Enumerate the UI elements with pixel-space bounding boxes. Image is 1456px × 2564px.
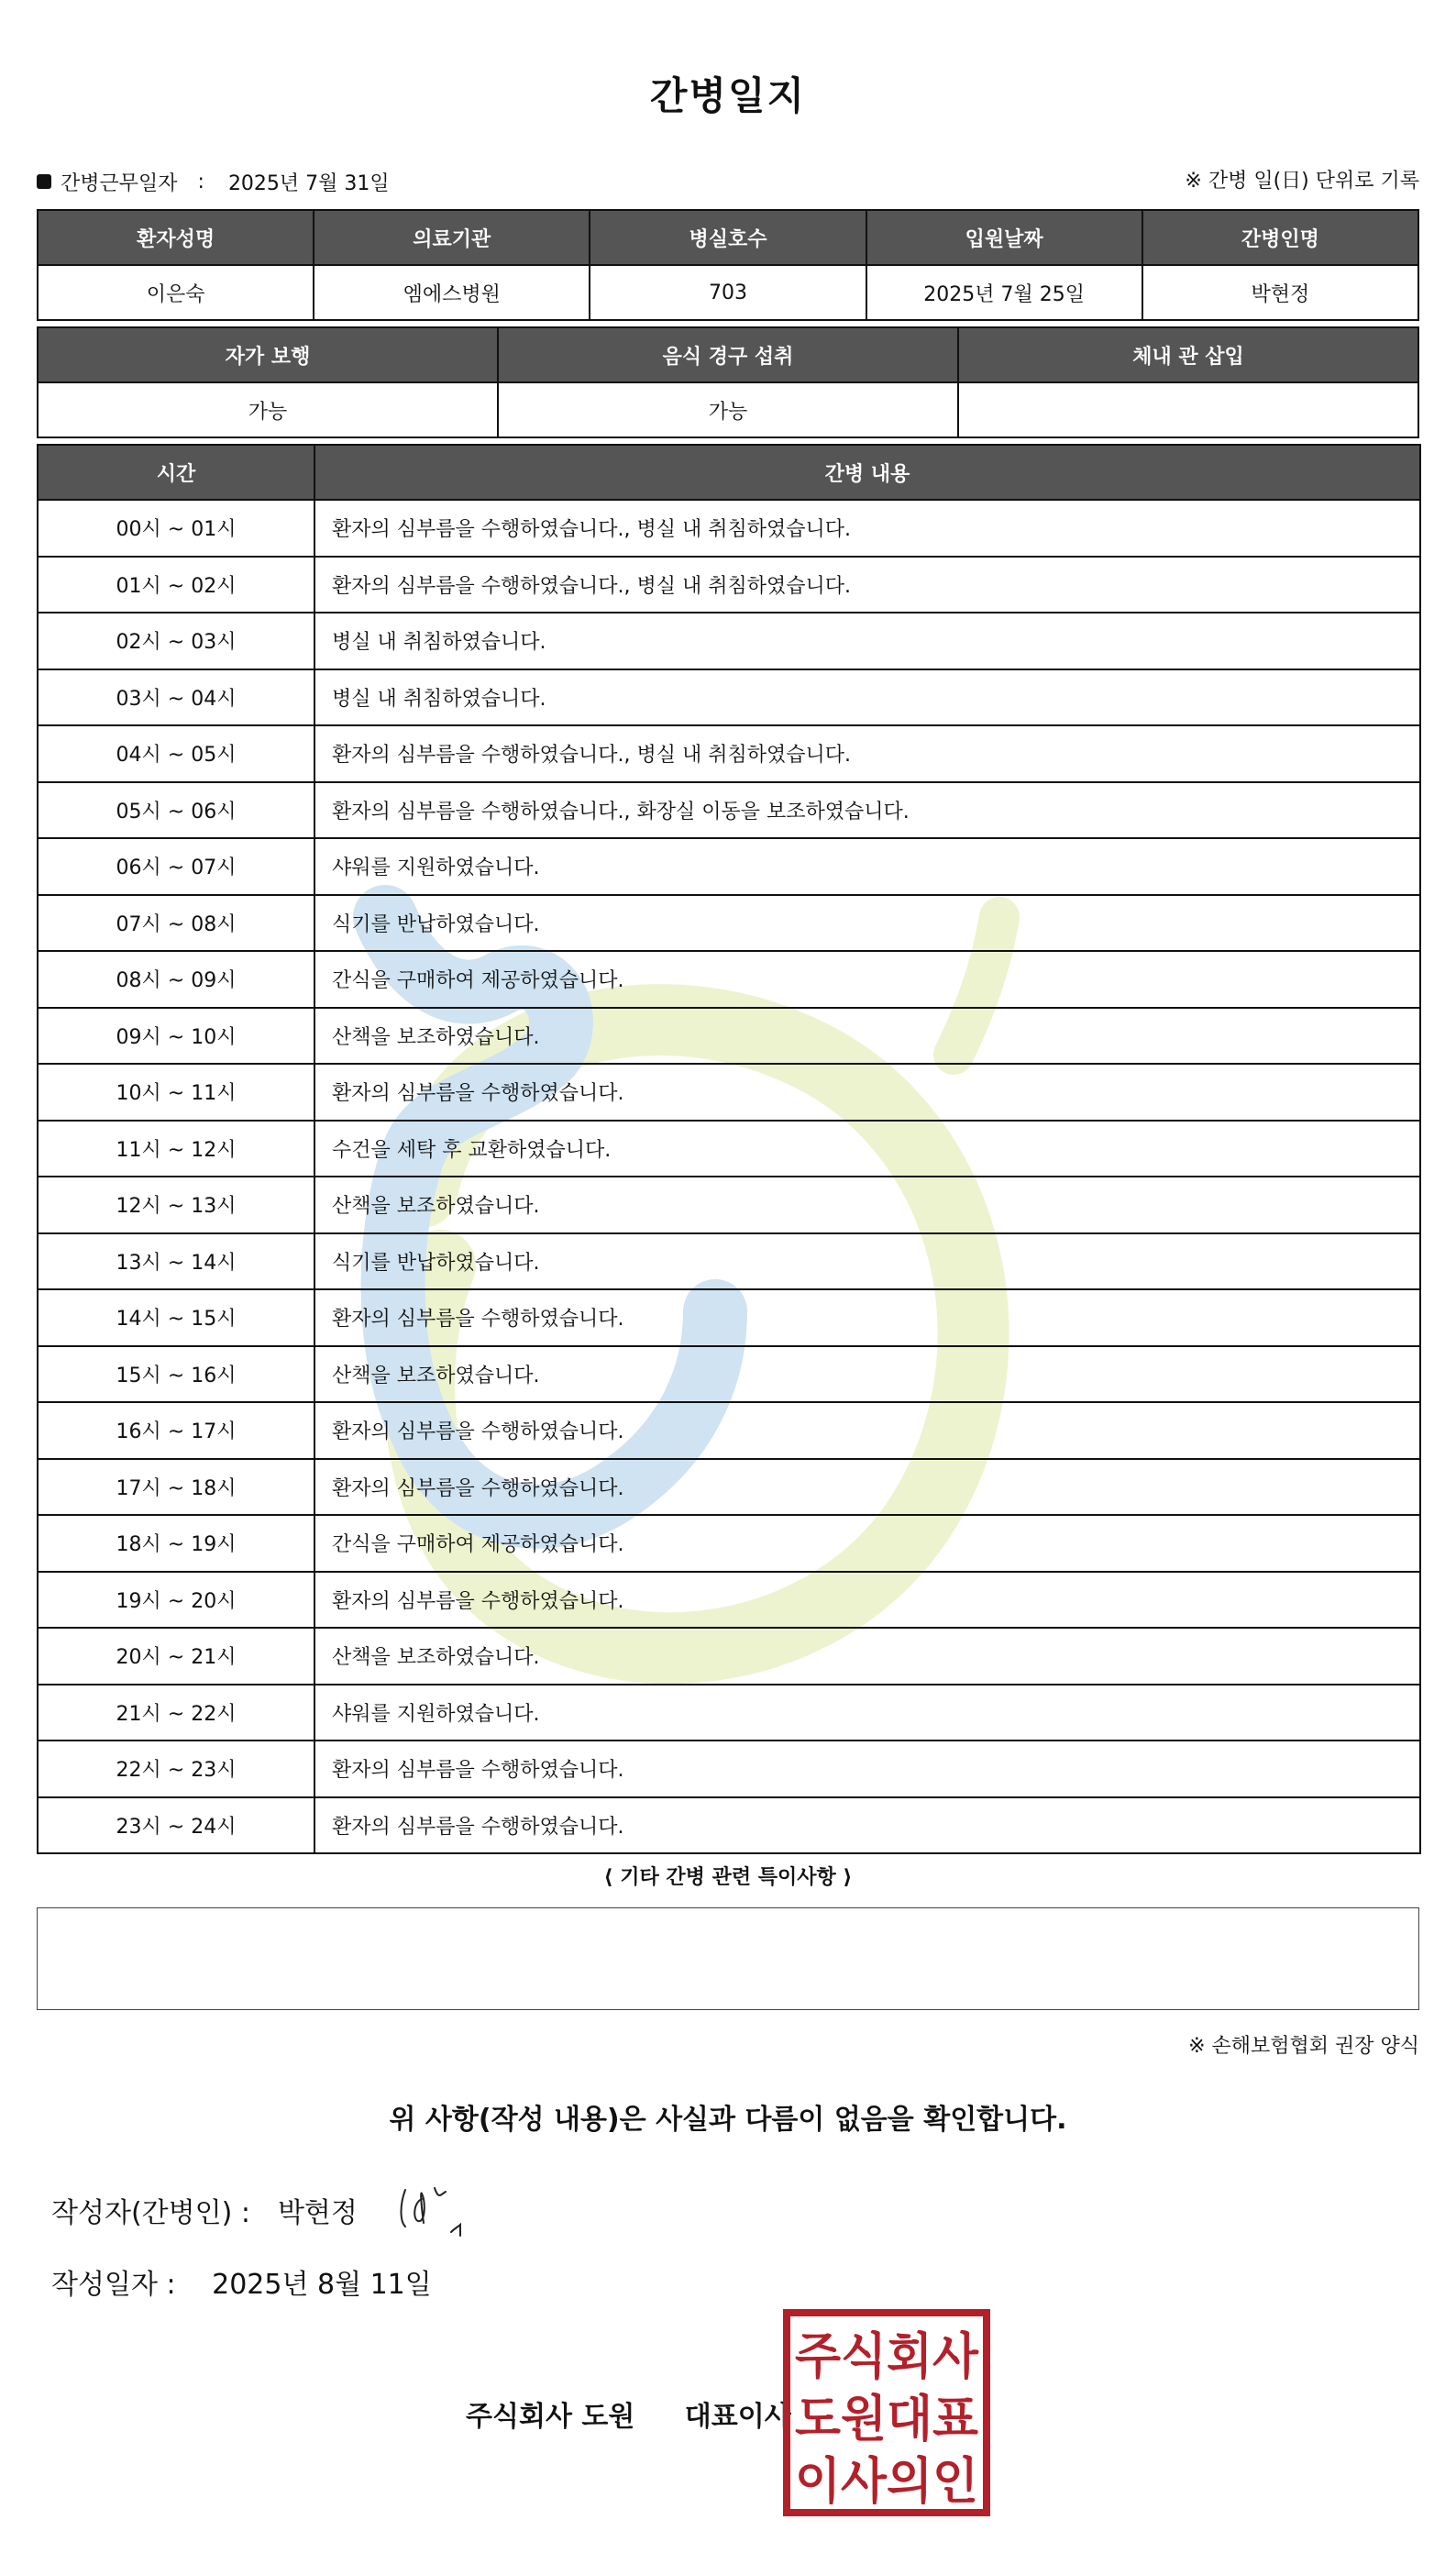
header-patient-name: 환자성명 (38, 210, 314, 265)
hospital-name: 엠에스병원 (314, 265, 590, 320)
writer-name: 박현정 (277, 2197, 358, 2229)
time-slot: 11시 ~ 12시 (38, 1121, 314, 1177)
care-content: 환자의 심부름을 수행하였습니다. (314, 1572, 1420, 1629)
time-slot: 05시 ~ 06시 (38, 782, 314, 839)
table-row (38, 500, 1420, 557)
table-row (38, 782, 1420, 839)
confirmation-statement: 위 사항(작성 내용)은 사실과 다름이 없음을 확인합니다. (389, 2104, 1067, 2136)
care-content: 간식을 구매하여 제공하였습니다. (314, 1515, 1420, 1572)
time-slot: 21시 ~ 22시 (38, 1685, 314, 1741)
patient-name: 이은숙 (38, 265, 314, 320)
table-row (38, 1177, 1420, 1233)
time-slot: 13시 ~ 14시 (38, 1233, 314, 1290)
table-row (38, 1572, 1420, 1629)
time-slot: 03시 ~ 04시 (38, 669, 314, 726)
table-row (38, 1459, 1420, 1516)
document-title: 간병일지 (649, 73, 807, 118)
table-row (38, 1346, 1420, 1403)
company-signature-line (466, 2393, 791, 2434)
time-slot: 16시 ~ 17시 (38, 1402, 314, 1459)
care-content: 환자의 심부름을 수행하였습니다., 병실 내 취침하였습니다. (314, 725, 1420, 782)
written-date-value: 2025년 8월 11일 (212, 2269, 432, 2301)
table-row (38, 1008, 1420, 1065)
table-row (38, 1121, 1420, 1177)
care-content: 간식을 구매하여 제공하였습니다. (314, 951, 1420, 1008)
care-content: 환자의 심부름을 수행하였습니다. (314, 1797, 1420, 1854)
table-row (38, 725, 1420, 782)
notes-title: ⟨ 기타 간병 관련 특이사항 ⟩ (603, 1866, 853, 1889)
care-content: 산책을 보조하였습니다. (314, 1346, 1420, 1403)
care-content: 산책을 보조하였습니다. (314, 1177, 1420, 1233)
table-row (38, 1402, 1420, 1459)
table-row (38, 951, 1420, 1008)
time-slot: 19시 ~ 20시 (38, 1572, 314, 1629)
time-slot: 08시 ~ 09시 (38, 951, 314, 1008)
care-content: 병실 내 취침하였습니다. (314, 613, 1420, 669)
table-row (38, 1741, 1420, 1797)
table-row (38, 613, 1420, 669)
time-slot: 23시 ~ 24시 (38, 1797, 314, 1854)
record-unit-note: ※ 간병 일(日) 단위로 기록 (1185, 170, 1419, 193)
table-row (38, 1515, 1420, 1572)
care-content: 환자의 심부름을 수행하였습니다. (314, 1289, 1420, 1346)
header-tube-insertion: 체내 관 삽입 (958, 327, 1418, 382)
table-header-row (38, 210, 1418, 265)
time-slot: 20시 ~ 21시 (38, 1628, 314, 1685)
written-date-row (51, 2261, 432, 2302)
table-row (38, 382, 1418, 437)
care-content: 환자의 심부름을 수행하였습니다., 병실 내 취침하였습니다. (314, 557, 1420, 613)
writer-row (51, 2190, 358, 2230)
svg-text:도원대표: 도원대표 (795, 2390, 978, 2448)
time-slot: 06시 ~ 07시 (38, 838, 314, 895)
care-content: 식기를 반납하였습니다. (314, 895, 1420, 952)
time-slot: 14시 ~ 15시 (38, 1289, 314, 1346)
header-oral-intake: 음식 경구 섭취 (498, 327, 958, 382)
header-room-number: 병실호수 (590, 210, 866, 265)
table-row (38, 265, 1418, 320)
company-name: 주식회사 도원 (466, 2401, 635, 2433)
table-row (38, 1685, 1420, 1741)
time-slot: 22시 ~ 23시 (38, 1741, 314, 1797)
writer-label: 작성자(간병인) : (51, 2197, 250, 2229)
patient-info-table (37, 209, 1419, 321)
notes-box (37, 1907, 1419, 2010)
table-row (38, 1797, 1420, 1854)
time-slot: 15시 ~ 16시 (38, 1346, 314, 1403)
care-content: 환자의 심부름을 수행하였습니다., 병실 내 취침하였습니다. (314, 500, 1420, 557)
header-self-walking: 자가 보행 (38, 327, 498, 382)
care-log-rows (38, 500, 1420, 1853)
svg-text:이사의인: 이사의인 (795, 2452, 978, 2510)
care-content: 환자의 심부름을 수행하였습니다. (314, 1402, 1420, 1459)
meta-row (37, 165, 1419, 198)
work-date-value: 2025년 7월 31일 (227, 171, 390, 195)
table-row (38, 838, 1420, 895)
self-walking-value: 가능 (38, 382, 498, 437)
care-content: 산책을 보조하였습니다. (314, 1008, 1420, 1065)
work-date (37, 165, 390, 198)
time-slot: 02시 ~ 03시 (38, 613, 314, 669)
company-seal-stamp (783, 2309, 990, 2516)
room-number: 703 (590, 265, 866, 320)
header-care-content: 간병 내용 (314, 445, 1420, 500)
time-slot: 09시 ~ 10시 (38, 1008, 314, 1065)
care-content: 병실 내 취침하였습니다. (314, 669, 1420, 726)
time-slot: 01시 ~ 02시 (38, 557, 314, 613)
oral-intake-value: 가능 (498, 382, 958, 437)
time-slot: 10시 ~ 11시 (38, 1064, 314, 1121)
care-content: 산책을 보조하였습니다. (314, 1628, 1420, 1685)
caregiver-name: 박현정 (1142, 265, 1418, 320)
table-header-row (38, 327, 1418, 382)
table-row (38, 1628, 1420, 1685)
representative-title: 대표이사 (684, 2401, 791, 2433)
care-content: 샤워를 지원하였습니다. (314, 1685, 1420, 1741)
time-slot: 18시 ~ 19시 (38, 1515, 314, 1572)
care-content: 샤워를 지원하였습니다. (314, 838, 1420, 895)
time-slot: 12시 ~ 13시 (38, 1177, 314, 1233)
care-content: 환자의 심부름을 수행하였습니다., 화장실 이동을 보조하였습니다. (314, 782, 1420, 839)
table-row (38, 1233, 1420, 1290)
time-slot: 00시 ~ 01시 (38, 500, 314, 557)
header-hospital: 의료기관 (314, 210, 590, 265)
svg-text:주식회사: 주식회사 (795, 2327, 979, 2385)
care-content: 환자의 심부름을 수행하였습니다. (314, 1741, 1420, 1797)
table-row (38, 557, 1420, 613)
work-date-colon: : (197, 170, 204, 193)
time-slot: 04시 ~ 05시 (38, 725, 314, 782)
care-content: 환자의 심부름을 수행하였습니다. (314, 1459, 1420, 1516)
table-row (38, 1289, 1420, 1346)
work-date-label: 간병근무일자 (61, 171, 178, 195)
header-time: 시간 (38, 445, 314, 500)
table-row (38, 895, 1420, 952)
patient-status-table (37, 326, 1419, 438)
header-caregiver-name: 간병인명 (1142, 210, 1418, 265)
table-row (38, 669, 1420, 726)
time-slot: 07시 ~ 08시 (38, 895, 314, 952)
care-log-table (37, 444, 1421, 1854)
admission-date: 2025년 7월 25일 (866, 265, 1142, 320)
bullet-icon (37, 174, 51, 189)
care-content: 환자의 심부름을 수행하였습니다. (314, 1064, 1420, 1121)
handwritten-signature (394, 2173, 468, 2247)
table-row (38, 1064, 1420, 1121)
care-content: 식기를 반납하였습니다. (314, 1233, 1420, 1290)
form-note: ※ 손해보험협회 권장 양식 (1188, 2035, 1419, 2058)
table-header-row (38, 445, 1420, 500)
written-date-label: 작성일자 : (51, 2269, 176, 2301)
care-content: 수건을 세탁 후 교환하였습니다. (314, 1121, 1420, 1177)
header-admission-date: 입원날짜 (866, 210, 1142, 265)
tube-insertion-value (958, 382, 1418, 437)
time-slot: 17시 ~ 18시 (38, 1459, 314, 1516)
